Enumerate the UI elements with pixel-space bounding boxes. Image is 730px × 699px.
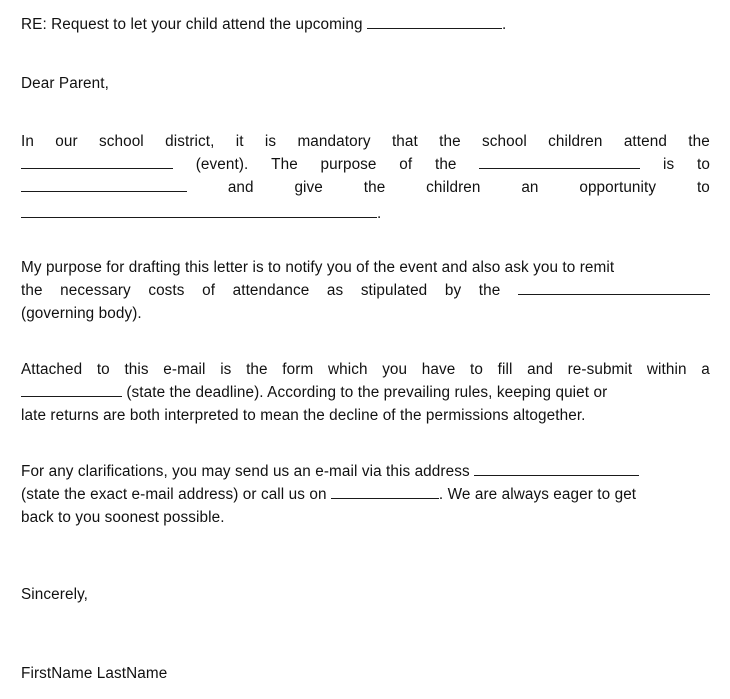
- word: to: [470, 361, 483, 378]
- paragraph-1-end-punctuation: .: [377, 205, 382, 222]
- word: and: [227, 179, 254, 196]
- word: re-submit: [567, 361, 633, 378]
- word: In: [21, 133, 34, 150]
- paragraph-1-line-4: [21, 203, 710, 224]
- closing-line: Sincerely,: [21, 586, 89, 603]
- word: which: [327, 361, 368, 378]
- paragraph-3-line-1: [21, 359, 710, 380]
- word: stipulated: [360, 282, 428, 299]
- subject-suffix-text: .: [501, 16, 507, 33]
- word: within: [646, 361, 687, 378]
- word: by: [444, 282, 462, 299]
- word: our: [55, 133, 78, 150]
- word: children: [548, 133, 603, 150]
- word: the: [439, 133, 461, 150]
- word: you: [382, 361, 408, 378]
- word: The: [271, 156, 298, 173]
- subject-line: [21, 14, 710, 35]
- deadline-blank-field[interactable]: [21, 383, 122, 397]
- paragraph-1-line-2: [21, 154, 710, 175]
- word: this: [124, 361, 149, 378]
- paragraph-4-line-3: back to you soonest possible.: [21, 509, 225, 526]
- email-address-blank-field[interactable]: [474, 462, 639, 476]
- word: give: [294, 179, 323, 196]
- paragraph-2-line-2: [21, 280, 710, 301]
- word: purpose: [320, 156, 377, 173]
- paragraph-3-line-2-text: (state the deadline). According to the prevailing rules, keeping quiet or: [122, 384, 608, 401]
- subject-blank-field[interactable]: [367, 15, 502, 29]
- event-purpose-blank-field[interactable]: [479, 155, 640, 169]
- word: to: [96, 361, 110, 378]
- word: of: [399, 156, 413, 173]
- purpose-detail-blank-field[interactable]: [21, 178, 187, 192]
- word: and: [527, 361, 553, 378]
- governing-body-blank-field[interactable]: [518, 281, 710, 295]
- subject-prefix-text: RE: Request to let your child attend the upcoming: [21, 16, 367, 33]
- paragraph-4-line-2-prefix: (state the exact e-mail address) or call us on: [21, 486, 331, 503]
- paragraph-2-line-1: My purpose for drafting this letter is to notify you of the event and also ask you to remit: [21, 259, 615, 276]
- word: fill: [497, 361, 513, 378]
- word: the: [478, 282, 501, 299]
- paragraph-2-line-3: (governing body).: [21, 305, 142, 322]
- paragraph-3-line-2: [21, 382, 710, 403]
- word: Attached: [21, 361, 83, 378]
- paragraph-1-line-1: [21, 131, 710, 152]
- word: the: [246, 361, 268, 378]
- word: is: [663, 156, 675, 173]
- word: district,: [165, 133, 215, 150]
- word: is: [220, 361, 232, 378]
- word: have: [421, 361, 456, 378]
- word: it: [235, 133, 244, 150]
- word: e-mail: [163, 361, 206, 378]
- word: the: [363, 179, 386, 196]
- opportunity-blank-field[interactable]: [21, 204, 377, 218]
- word: to: [697, 156, 710, 173]
- paragraph-4-line-2: [21, 484, 710, 505]
- salutation-line: Dear Parent,: [21, 75, 109, 92]
- phone-number-blank-field[interactable]: [331, 485, 439, 499]
- word: to: [696, 179, 710, 196]
- word: children: [426, 179, 481, 196]
- word: the: [434, 156, 457, 173]
- word: that: [391, 133, 418, 150]
- paragraph-4-line-1: [21, 461, 710, 482]
- word: is: [264, 133, 277, 150]
- word: form: [282, 361, 314, 378]
- word: an: [521, 179, 539, 196]
- signature-name-line: FirstName LastName: [21, 665, 168, 682]
- paragraph-4-line-2-suffix: . We are always eager to get: [438, 486, 637, 503]
- paragraph-4-line-1-text: For any clarifications, you may send us an e-mail via this address: [21, 463, 475, 480]
- word: necessary: [60, 282, 131, 299]
- word: attendance: [232, 282, 310, 299]
- word: the: [21, 282, 43, 299]
- event-name-blank-field[interactable]: [21, 155, 173, 169]
- word: (event).: [195, 156, 249, 173]
- word: of: [202, 282, 216, 299]
- word: attend: [623, 133, 667, 150]
- word: opportunity: [579, 179, 657, 196]
- word: the: [688, 133, 710, 150]
- paragraph-1-line-3: [21, 177, 710, 198]
- word: as: [326, 282, 344, 299]
- word: costs: [148, 282, 185, 299]
- paragraph-3-line-3: late returns are both interpreted to mean the decline of the permissions altogether.: [21, 407, 586, 424]
- word: a: [701, 361, 710, 378]
- word: school: [98, 133, 144, 150]
- word: mandatory: [297, 133, 371, 150]
- word: school: [482, 133, 527, 150]
